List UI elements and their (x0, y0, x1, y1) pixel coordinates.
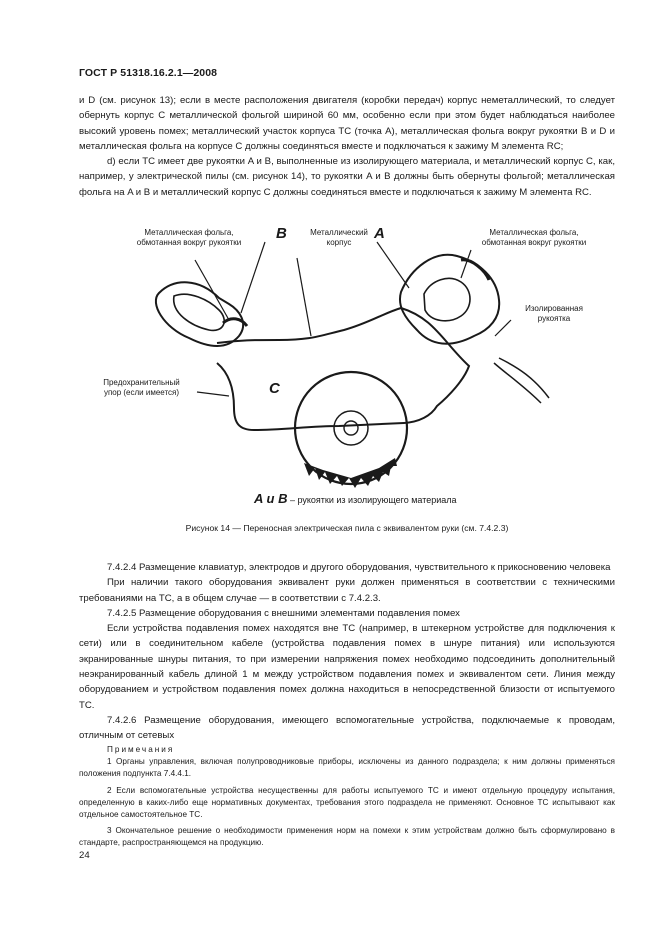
label-metal-body: Металлический корпус (310, 228, 368, 247)
label-foil-left: Металлическая фольга, обмотанная вокруг рукоятки (136, 228, 242, 247)
note-2: 2 Если вспомогательные устройства несущественны для работы испытуемого ТС и имеют отдельную процедуру испытания, определенную в каких-либо еще нормативных документах, требования этого подраздела не применяют. Основное ТС испытывают как отдельное самостоятельное ТС. (79, 785, 615, 820)
rear-handle-b (156, 282, 243, 346)
section-7-4-2-6: 7.4.2.6 Размещение оборудования, имеющего вспомогательные устройства, подключаемые к проводам, отличным от сетевых (79, 714, 615, 742)
top-text-block (79, 93, 615, 200)
legend-letters: A и B (254, 491, 288, 506)
leader-a (377, 242, 409, 288)
paragraph-c-continued: и D (см. рисунок 13); если в месте расположения двигателя (коробки передач) корпус неметаллический, то следует обернуть корпус C металлической фольгой шириной 60 мм, особенно если при этом будет наблюдаться наиболее высокий уровень помех; металлический участок корпуса ТС (точка A), металлическая фольга вокруг рукоятки B и D и металлическая фольга на корпусе C должны соединяться вместе и подключаться к зажиму M элемента RC; (79, 95, 615, 152)
letter-b: B (276, 225, 287, 242)
legend-text: – рукоятки из изолирующего материала (287, 495, 457, 505)
front-handle-a (400, 255, 499, 344)
note-1: 1 Органы управления, включая полупроводниковые приборы, исключены из данного подраздела; к ним должны применяться положения подпункта 7.4.4.1. (79, 757, 615, 779)
document-header: ГОСТ Р 51318.16.2.1—2008 (79, 67, 218, 79)
blade-hub-inner (344, 421, 358, 435)
paragraph-d: d) если ТС имеет две рукоятки A и B, выполненные из изолирующего материала, и металлический корпус C, как, например, у электрической пилы (см. рисунок 14), то рукоятки A и B должны быть обернуты фольгой; металлическая фольга на A и B и металлический корпус C должны соединяться вместе и подключаться к зажиму M элемента RC. (79, 156, 615, 198)
leader-metal-body (297, 258, 311, 336)
figure-14 (79, 218, 615, 518)
leader-foil-left (195, 260, 229, 320)
power-cord (499, 358, 549, 398)
section-7-4-2-4-body: При наличии такого оборудования эквивалент руки должен применяться в соответствии с техническими требованиями на ТС, а в общем случае — в соответствии с 7.4.2.3. (79, 577, 615, 604)
label-foil-right: Металлическая фольга, обмотанная вокруг рукоятки (481, 228, 587, 247)
foil-wrap-a (461, 260, 489, 280)
figure-legend (254, 491, 457, 506)
letter-a: A (374, 225, 385, 242)
leader-foil-right (461, 250, 471, 278)
section-7-4-2-5-body: Если устройства подавления помех находятся вне ТС (например, в штекерном устройстве для подключения к сети) или в соединительном кабеле (устройства подавления помех в шнуре питания) или используются экранированные шнуры питания, то при измерении напряжения помех необходимо подсоединить дополнительный неэкранированный кабель длиной 1 м между устройством подавления помех и эквивалентом сети. Линия между оборудованием и устройством подавления помех должна находиться в непосредственной близости от испытуемого ТС. (79, 623, 615, 711)
label-insulated-handle: Изолированная рукоятка (525, 304, 583, 323)
section-7-4-2-4: 7.4.2.4 Размещение клавиатур, электродов и другого оборудования, чувствительного к прикосновению человека (107, 562, 611, 573)
figure-caption: Рисунок 14 — Переносная электрическая пила с эквивалентом руки (см. 7.4.2.3) (185, 523, 509, 533)
rear-handle-grip (174, 294, 225, 330)
letter-c: C (269, 380, 280, 397)
leader-guard (197, 392, 229, 396)
note-3: 3 Окончательное решение о необходимости применения норм на помехи к этим устройствам должно быть сформулировано в стандарте, распространяющемся на продукцию. (79, 826, 615, 848)
front-handle-window (424, 278, 470, 320)
notes-block (79, 744, 615, 850)
saw-drawing (79, 218, 615, 518)
blade-hub-outer (334, 411, 368, 445)
page-number: 24 (79, 850, 90, 861)
notes-title: Примечания (107, 745, 175, 754)
section-7-4-2-5: 7.4.2.5 Размещение оборудования с внешними элементами подавления помех (107, 607, 460, 619)
saw-body-outline (217, 308, 469, 430)
leader-b (241, 242, 265, 313)
sections-block (79, 560, 615, 744)
label-guard: Предохранительный упор (если имеется) (103, 378, 180, 397)
